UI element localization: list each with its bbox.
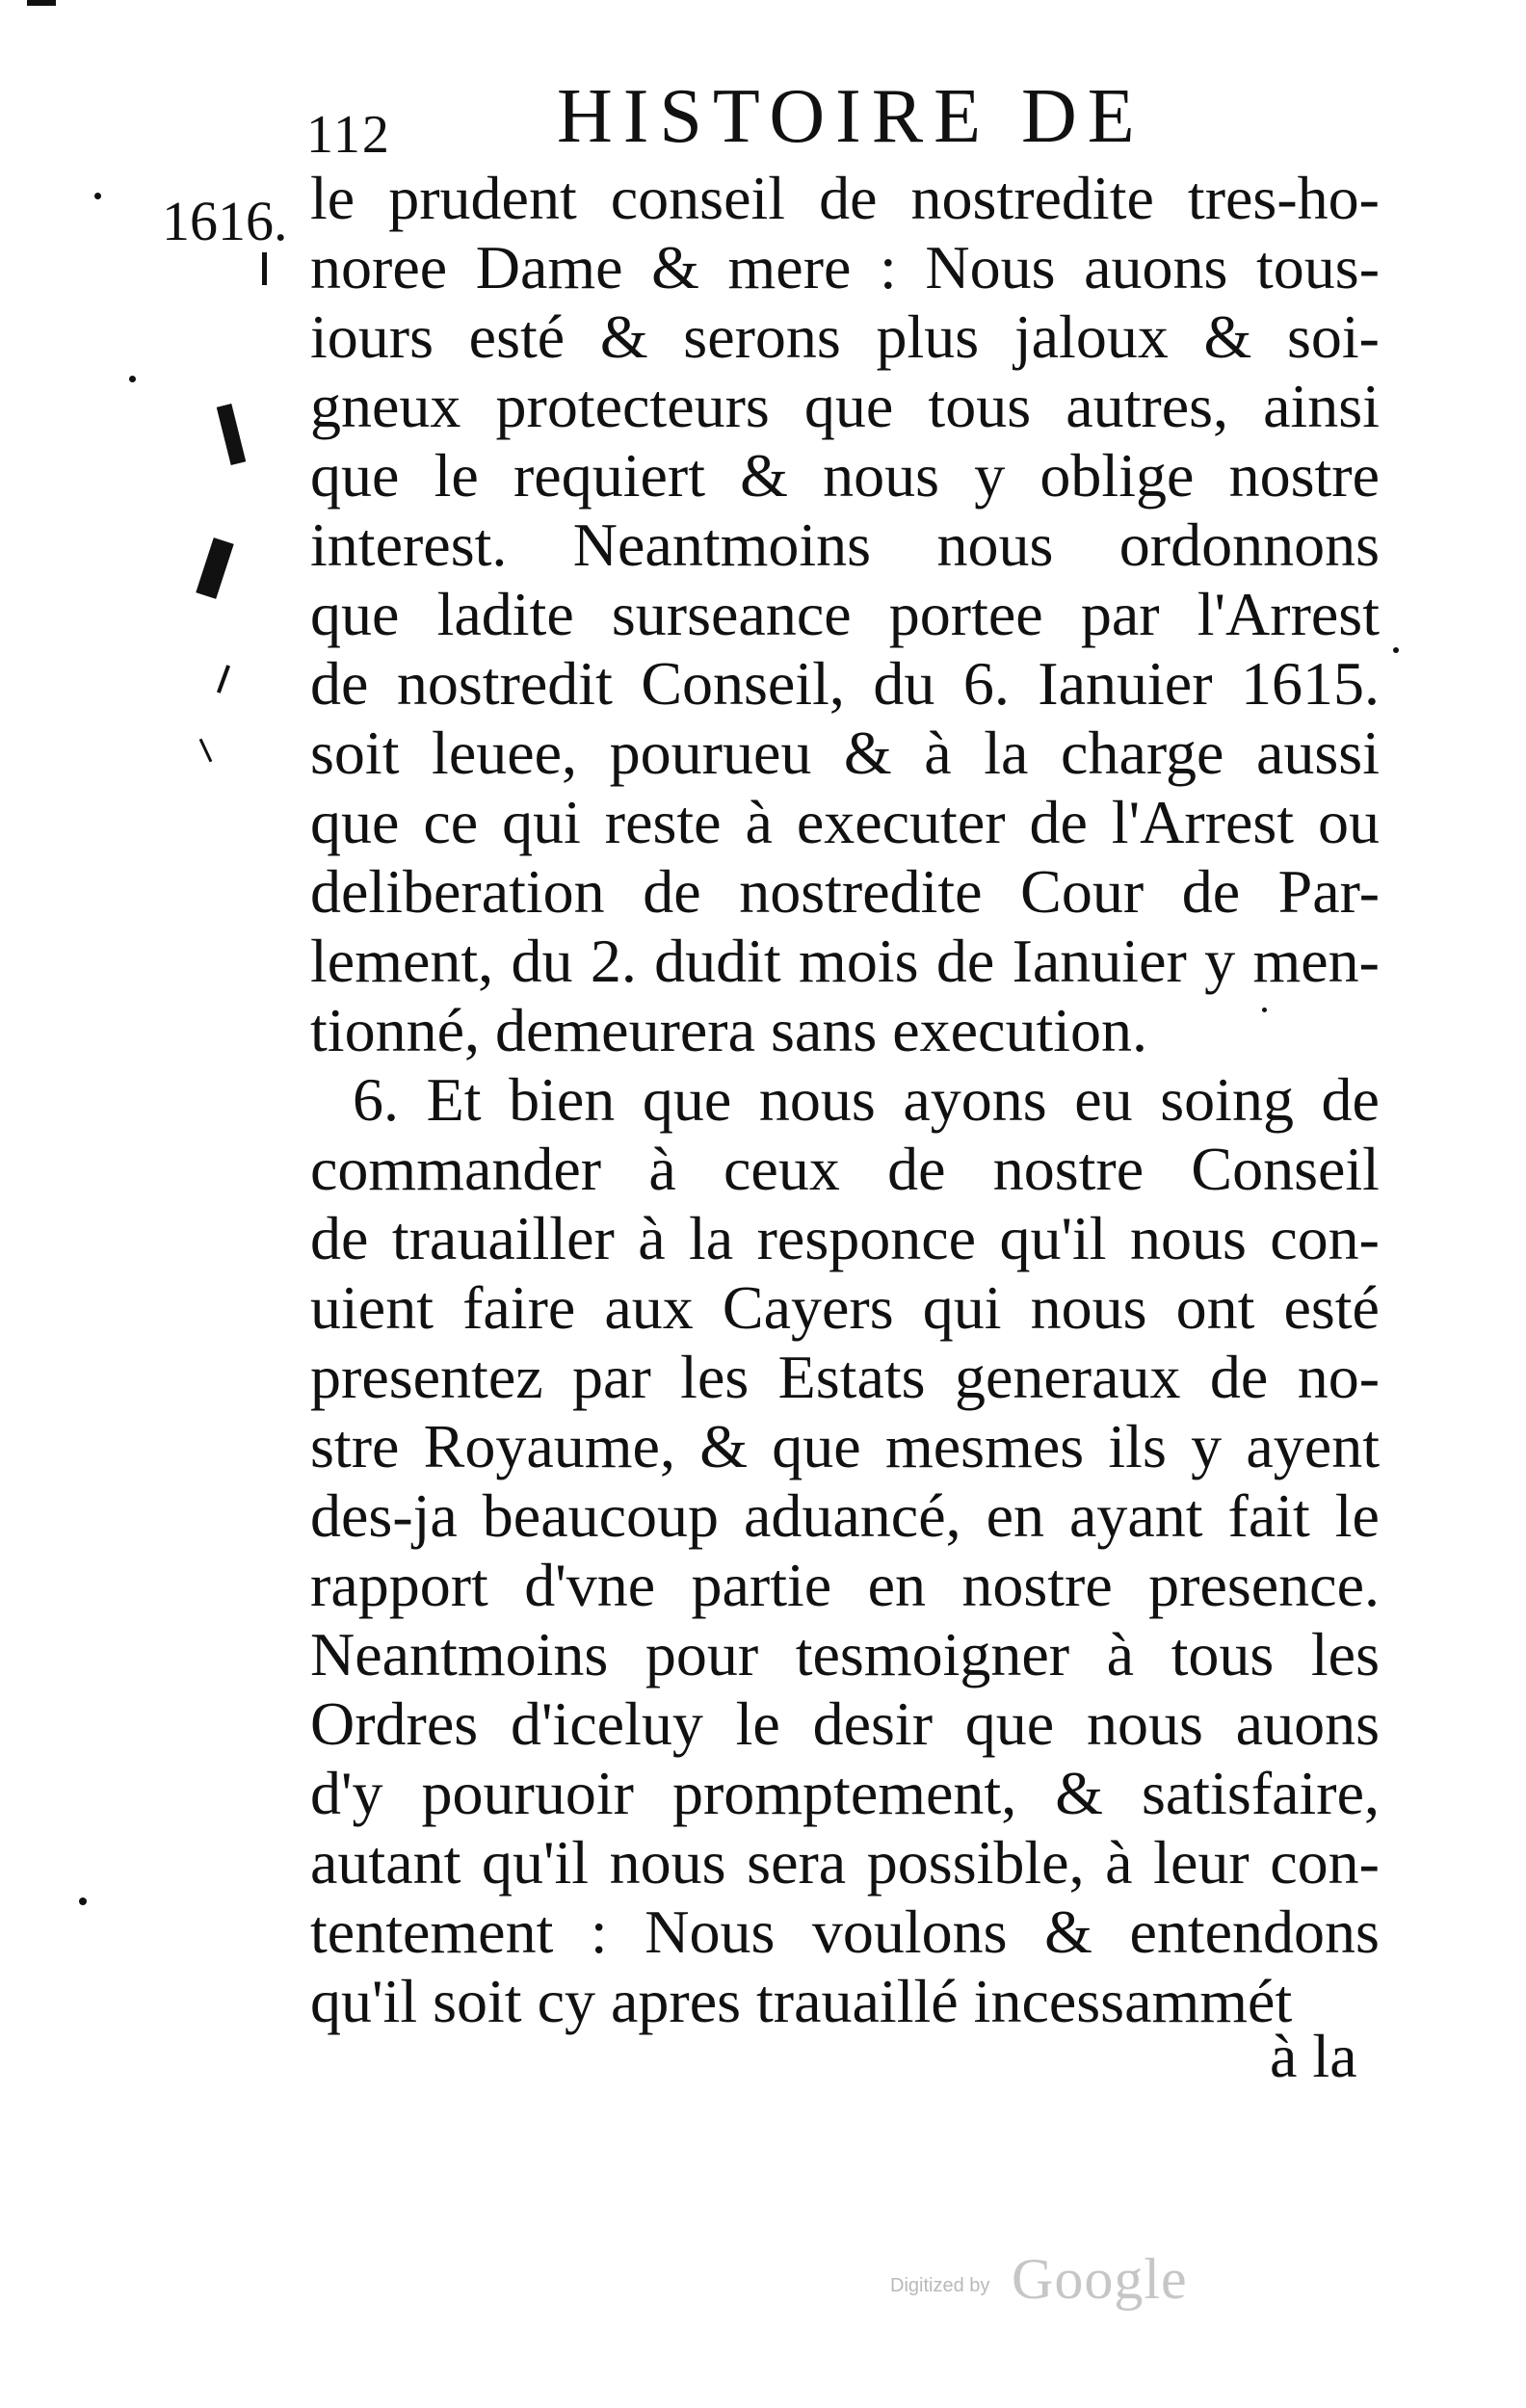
text-line: le prudent conseil de nostredite tres-ho- <box>310 164 1380 232</box>
text-line: stre Royaume, & que mesmes ils y ayent <box>310 1412 1380 1480</box>
text-line: commander à ceux de nostre Conseil <box>310 1135 1380 1203</box>
ink-mark <box>217 665 230 694</box>
text-line: iours esté & serons plus jaloux & soi- <box>310 302 1380 371</box>
text-line: soit leuee, pourueu & à la charge aussi <box>310 719 1380 787</box>
ink-mark <box>262 252 267 285</box>
text-line: autant qu'il nous sera possible, à leur con- <box>310 1828 1380 1897</box>
text-line: gneux protecteurs que tous autres, ainsi <box>310 372 1380 440</box>
text-line: de nostredit Conseil, du 6. Ianuier 1615. <box>310 649 1380 718</box>
running-title: HISTOIRE DE <box>557 74 1145 159</box>
text-line: Neantmoins pour tesmoigner à tous les <box>310 1620 1380 1688</box>
text-line: rapport d'vne partie en nostre presence. <box>310 1551 1380 1619</box>
catchword: à la <box>1270 2022 1357 2090</box>
text-line: que le requiert & nous y oblige nostre <box>310 441 1380 510</box>
margin-year: 1616. <box>162 190 288 252</box>
ink-speck <box>1262 1008 1267 1012</box>
text-line: d'y pouruoir promptement, & satisfaire, <box>310 1759 1380 1827</box>
text-line: noree Dame & mere : Nous auons tous- <box>310 233 1380 301</box>
digitized-label: Digitized by <box>890 2275 990 2296</box>
text-line: 6. Et bien que nous ayons eu soing de <box>353 1065 1380 1134</box>
text-line: Ordres d'iceluy le desir que nous auons <box>310 1689 1380 1758</box>
text-line: des-ja beaucoup aduancé, en ayant fait le <box>310 1481 1380 1550</box>
ink-speck <box>79 1898 87 1905</box>
text-line: de trauailler à la responce qu'il nous con- <box>310 1204 1380 1272</box>
text-line: tionné, demeurera sans execution. <box>310 996 1147 1064</box>
text-line: deliberation de nostredite Cour de Par- <box>310 857 1380 926</box>
text-line: uient faire aux Cayers qui nous ont esté <box>310 1273 1380 1342</box>
page-number: 112 <box>306 105 391 165</box>
ink-mark <box>199 739 213 763</box>
ink-speck <box>94 193 101 199</box>
body-text <box>310 164 1380 2036</box>
text-line: presentez par les Estats generaux de no- <box>310 1343 1380 1411</box>
google-brand: Google <box>1012 2247 1188 2311</box>
text-line: que ladite surseance portee par l'Arrest <box>310 580 1380 648</box>
ink-speck <box>27 0 56 6</box>
text-line: tentement : Nous voulons & entendons <box>310 1898 1380 1966</box>
text-line: lement, du 2. dudit mois de Ianuier y men- <box>310 927 1380 995</box>
ink-mark <box>196 537 233 599</box>
text-line: qu'il soit cy apres trauaillé incessammét <box>310 1967 1293 2035</box>
ink-mark <box>217 404 247 465</box>
text-line: que ce qui reste à executer de l'Arrest ou <box>310 788 1380 856</box>
text-line: interest. Neantmoins nous ordonnons <box>310 510 1380 579</box>
ink-speck <box>1393 647 1399 653</box>
ink-speck <box>129 376 136 382</box>
